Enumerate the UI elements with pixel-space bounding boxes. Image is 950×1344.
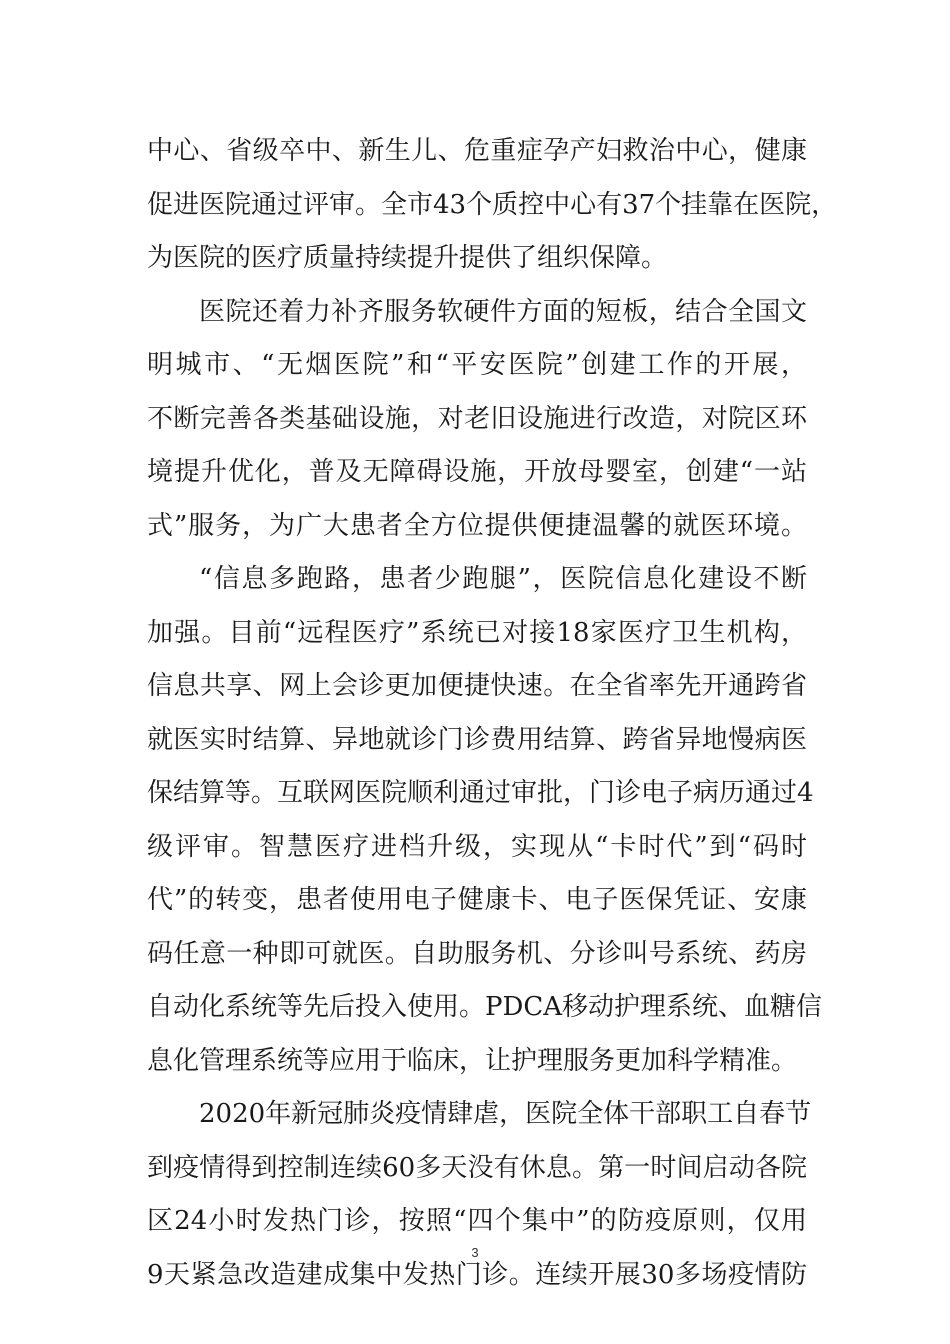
text-line: 促进医院通过评审。全市43个质控中心有37个挂靠在医院， <box>147 189 838 220</box>
text-line: 2020年新冠肺炎疫情肆虐，医院全体干部职工自春节 <box>199 1099 812 1129</box>
text-line: 医院还着力补齐服务软硬件方面的短板，结合全国文 <box>199 296 807 327</box>
page-number: 3 <box>471 1245 479 1260</box>
text-line: 式”服务，为广大患者全方位提供便捷温馨的就医环境。 <box>147 510 807 541</box>
text-line: 保结算等。互联网医院顺利通过审批，门诊电子病历通过4 <box>147 778 814 808</box>
text-line: 自动化系统等先后投入使用。PDCA移动护理系统、血糖信 <box>147 992 823 1022</box>
text-line: “信息多跑路，患者少跑腿”，医院信息化建设不断 <box>199 564 807 594</box>
text-line: 码任意一种即可就医。自助服务机、分诊叫号系统、药房 <box>147 938 807 969</box>
body-text <box>147 125 838 1302</box>
text-line: 代”的转变，患者使用电子健康卡、电子医保凭证、安康 <box>147 885 807 915</box>
text-line: 息化管理系统等应用于临床，让护理服务更加科学精准。 <box>147 1045 798 1076</box>
text-line: 为医院的医疗质量持续提升提供了组织保障。 <box>147 243 668 273</box>
text-line: 到疫情得到控制连续60多天没有休息。第一时间启动各院 <box>147 1152 807 1183</box>
text-line: 境提升优化，普及无障碍设施，开放母婴室，创建“一站 <box>147 457 807 487</box>
text-line: 加强。目前“远程医疗”系统已对接18家医疗卫生机构， <box>147 617 807 648</box>
text-line: 9天紧急改造建成集中发热门诊。连续开展30多场疫情防 <box>147 1259 807 1290</box>
text-line: 级评审。智慧医疗进档升级，实现从“卡时代”到“码时 <box>147 831 807 862</box>
text-line: 区24小时发热门诊，按照“四个集中”的防疫原则，仅用 <box>147 1206 807 1236</box>
text-line: 不断完善各类基础设施，对老旧设施进行改造，对院区环 <box>147 403 807 434</box>
text-line: 信息共享、网上会诊更加便捷快速。在全省率先开通跨省 <box>147 671 807 701</box>
text-line: 中心、省级卒中、新生儿、危重症孕产妇救治中心，健康 <box>147 136 807 166</box>
text-line: 明城市、“无烟医院”和“平安医院”创建工作的开展， <box>147 350 807 380</box>
text-line: 就医实时结算、异地就诊门诊费用结算、跨省异地慢病医 <box>147 724 807 755</box>
